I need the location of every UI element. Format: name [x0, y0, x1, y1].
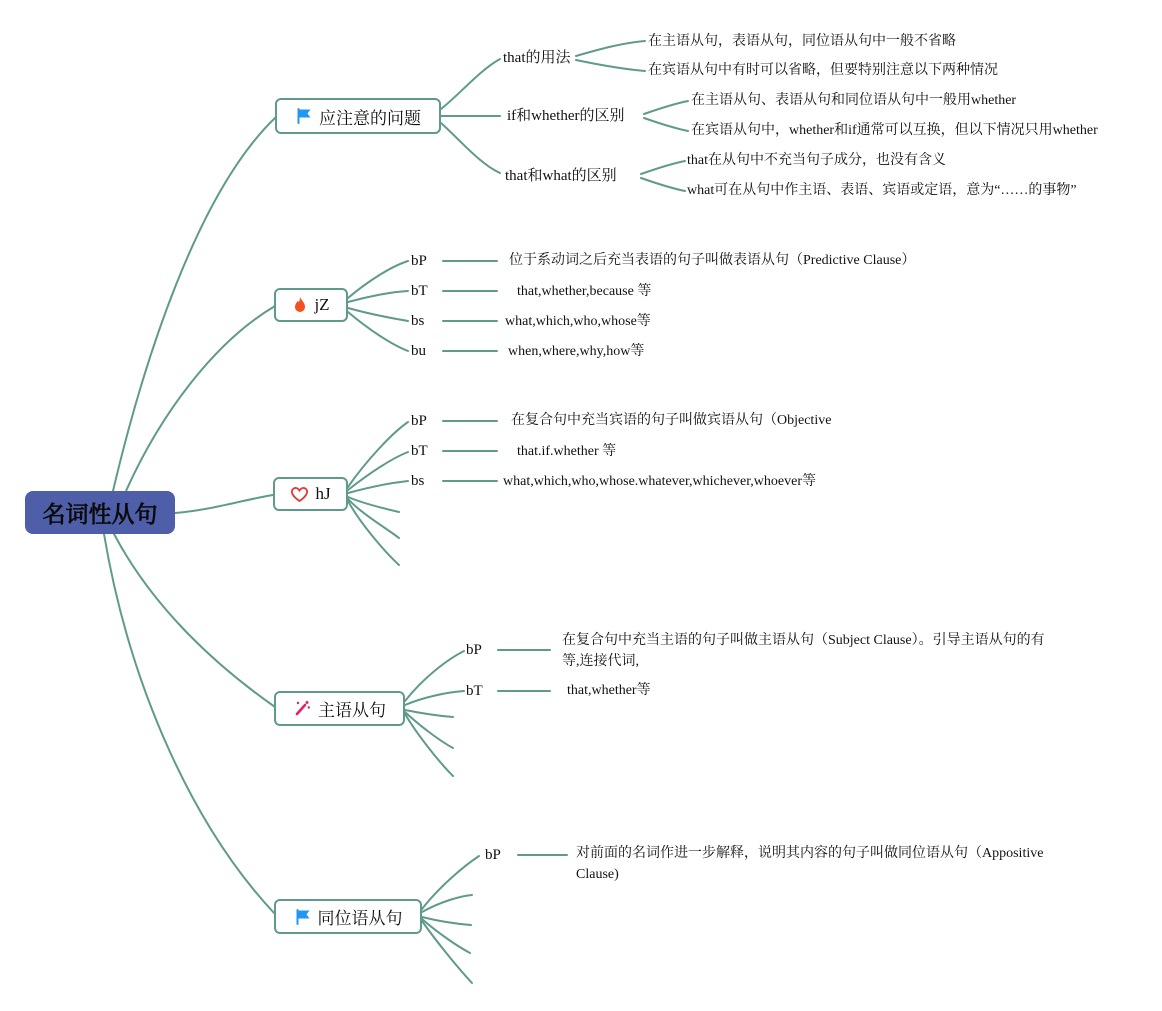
leaf-text[interactable]: 在主语从句、表语从句和同位语从句中一般用whether [691, 93, 1017, 108]
subtopic-bp-label[interactable]: bP [485, 847, 501, 863]
subtopic-bs-label[interactable]: bs [411, 473, 425, 489]
leaf-text[interactable]: 对前面的名词作进一步解释，说明其内容的句子叫做同位语从句（Appositive Clause) [576, 846, 1044, 882]
subtopic-that-what[interactable]: that和what的区别 [505, 168, 617, 184]
leaf-text[interactable]: 位于系动词之后充当表语的句子叫做表语从句（Predictive Clause） [509, 253, 916, 268]
leaf-text[interactable]: that,whether等 [567, 683, 651, 698]
topic-jz[interactable] [274, 288, 348, 322]
topic-label: 应注意的问题 [319, 108, 421, 128]
leaf-text[interactable]: that在从句中不充当句子成分，也没有含义 [687, 153, 946, 168]
topic-appositive-clause[interactable] [274, 899, 422, 934]
root-topic-label: 名词性从句 [42, 502, 158, 527]
heart-icon [290, 486, 309, 503]
leaf-text[interactable]: 在宾语从句中，whether和if通常可以互换，但以下情况只用whether [691, 123, 1098, 138]
wand-icon [293, 699, 312, 718]
topic-hj[interactable] [273, 477, 348, 511]
topic-subject-clause[interactable] [274, 691, 405, 726]
leaf-text[interactable]: that,whether,because 等 [517, 284, 652, 299]
subtopic-bp-label[interactable]: bP [466, 642, 482, 658]
leaf-text[interactable]: what,which,who,whose等 [505, 314, 651, 329]
subtopic-bt-label[interactable]: bT [411, 283, 428, 299]
flag-icon [294, 908, 312, 926]
subtopic-that-usage[interactable]: that的用法 [503, 50, 571, 66]
leaf-text[interactable]: 在宾语从句中有时可以省略，但要特别注意以下两种情况 [648, 63, 998, 78]
topic-label: jZ [314, 295, 330, 314]
subtopic-bp-label[interactable]: bP [411, 413, 427, 429]
topic-issues-to-note[interactable] [275, 98, 441, 134]
topic-label: 主语从句 [318, 701, 386, 720]
topic-label: 同位语从句 [317, 909, 403, 928]
topic-label: hJ [315, 484, 331, 503]
leaf-text[interactable]: what可在从句中作主语、表语、宾语或定语，意为“……的事物” [687, 183, 1077, 198]
root-topic[interactable] [25, 491, 175, 534]
subtopic-bs-label[interactable]: bs [411, 313, 425, 329]
subtopic-bu-label[interactable]: bu [411, 343, 426, 359]
leaf-text[interactable]: that.if.whether 等 [517, 444, 617, 459]
leaf-text[interactable]: when,where,why,how等 [508, 344, 645, 359]
subtopic-bt-label[interactable]: bT [411, 443, 428, 459]
flag-icon [295, 107, 313, 125]
subtopic-bp-label[interactable]: bP [411, 253, 427, 269]
subtopic-if-whether[interactable]: if和whether的区别 [507, 108, 625, 124]
leaf-text[interactable]: 在复合句中充当主语的句子叫做主语从句（Subject Clause）。引导主语从句的有等,连接代词, [562, 633, 1045, 669]
leaf-text[interactable]: what,which,who,whose.whatever,whichever,whoever等 [503, 474, 816, 489]
leaf-text[interactable]: 在复合句中充当宾语的句子叫做宾语从句（Objective [511, 413, 832, 428]
subtopic-bt-label[interactable]: bT [466, 683, 483, 699]
flame-icon [292, 296, 308, 315]
leaf-text[interactable]: 在主语从句，表语从句，同位语从句中一般不省略 [648, 34, 956, 49]
